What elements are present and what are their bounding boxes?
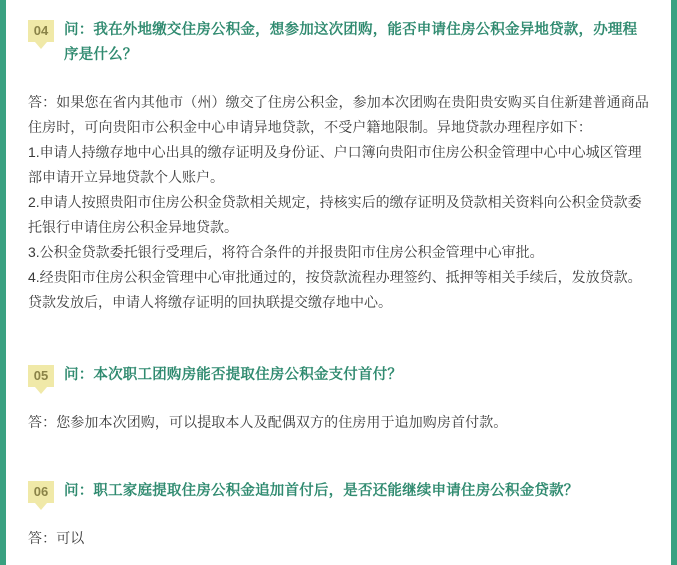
section-divider-spacer xyxy=(28,439,649,479)
answer-intro: 答：如果您在省内其他市（州）缴交了住房公积金，参加本次团购在贵阳贵安购买自住新建普通商品住房时，可向贵阳市公积金中心申请异地贷款，不受户籍地限制。异地贷款办理程序如下： xyxy=(28,94,649,135)
faq-content xyxy=(6,0,671,551)
question-number-badge: 04 xyxy=(28,20,54,42)
question-number-badge: 06 xyxy=(28,481,54,503)
faq-item-05 xyxy=(28,363,649,435)
answer-step: 3.公积金贷款委托银行受理后，将符合条件的并报贵阳市住房公积金管理中心审批。 xyxy=(28,244,544,260)
answer-step: 2.申请人按照贵阳市住房公积金贷款相关规定，持核实后的缴存证明及贷款相关资料向公积金贷款委托银行申请住房公积金异地贷款。 xyxy=(28,194,642,235)
answer-steps xyxy=(28,140,649,315)
question-row xyxy=(28,363,649,388)
answer-step: 4.经贵阳市住房公积金管理中心审批通过的，按贷款流程办理签约、抵押等相关手续后，发放贷款。 xyxy=(28,269,642,285)
answer-intro: 答：可以 xyxy=(28,530,85,546)
question-text: 问：职工家庭提取住房公积金追加首付后，是否还能继续申请住房公积金贷款？ xyxy=(64,483,579,499)
question-number-badge: 05 xyxy=(28,365,54,387)
section-divider-spacer xyxy=(28,319,649,363)
faq-item-04 xyxy=(28,18,649,315)
question-row xyxy=(28,18,649,68)
answer-intro: 答：您参加本次团购，可以提取本人及配偶双方的住房用于追加购房首付款。 xyxy=(28,414,508,430)
answer-step: 贷款发放后，申请人将缴存证明的回执联提交缴存地中心。 xyxy=(28,294,392,310)
answer-step: 1.申请人持缴存地中心出具的缴存证明及身份证、户口簿向贵阳市住房公积金管理中心中心城区管理部申请开立异地贷款个人账户。 xyxy=(28,144,642,185)
question-text: 问：我在外地缴交住房公积金，想参加这次团购，能否申请住房公积金异地贷款，办理程序是什么？ xyxy=(64,22,638,63)
question-text: 问：本次职工团购房能否提取住房公积金支付首付？ xyxy=(64,367,403,383)
question-row xyxy=(28,479,649,504)
faq-item-06 xyxy=(28,479,649,551)
